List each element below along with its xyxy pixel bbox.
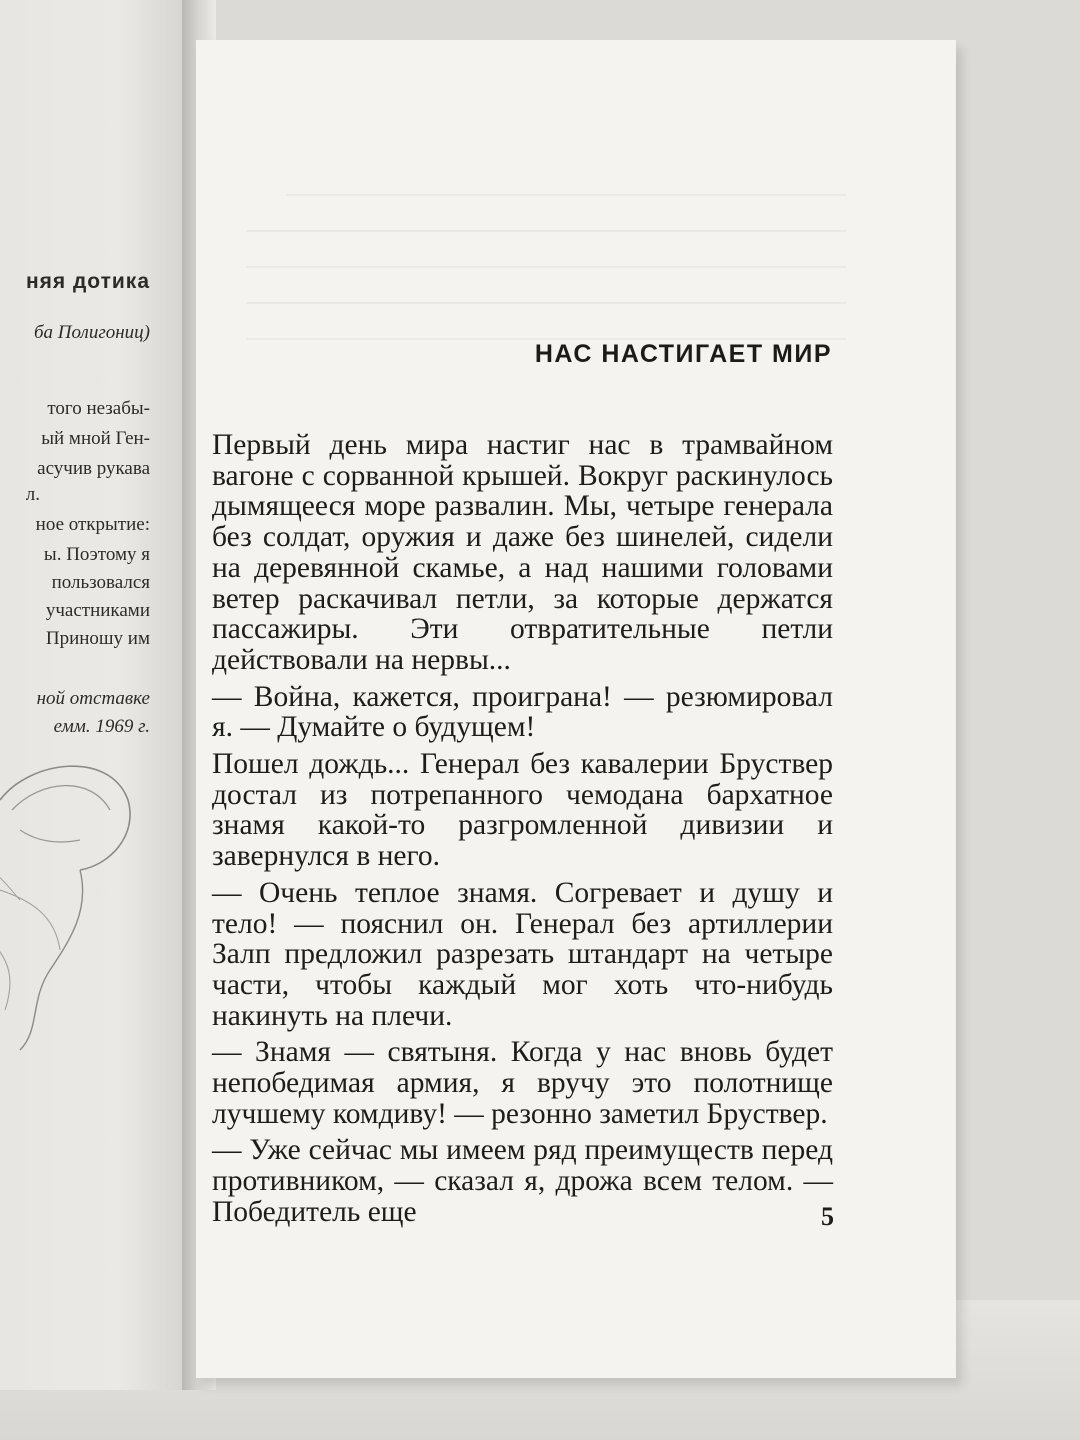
left-page-line: Приношу им: [45, 628, 150, 649]
left-page-line: ый мной Ген-: [41, 428, 150, 449]
left-page-line: ное открытие:: [35, 514, 150, 535]
show-through-text: [216, 160, 836, 340]
chapter-body: [212, 430, 833, 1228]
pencil-sketch-illustration: [0, 740, 140, 1060]
chapter-title: НАС НАСТИГАЕТ МИР: [534, 340, 832, 368]
left-page-subtitle: ба Полигониц): [33, 322, 150, 343]
paragraph: — Война, кажется, проиграна! — резюмировал я. — Думайте о будущем!: [212, 680, 833, 744]
left-page-signature: емм. 1969 г.: [53, 716, 150, 737]
left-page-line: того незабы-: [47, 398, 150, 419]
left-page-signature: ной отставке: [36, 688, 150, 709]
left-page-line: пользовался: [51, 572, 150, 593]
paragraph: Первый день мира настиг нас в трамвайном вагоне с сорванной крышей. Вокруг раскинулось дымящееся море развалин. Мы, четыре генерала без солдат, оружия и даже без шинелей, сидели на деревянной скамье, а над нашими головами ветер раскачивал петли, за которые держатся пассажиры. Эти отвратительные петли действовали на нервы...: [212, 429, 833, 676]
left-page-line: асучив рукава: [37, 458, 150, 479]
left-page-heading: няя дотика: [25, 270, 150, 293]
paragraph: Пошел дождь... Генерал без кавалерии Бруствер достал из потрепанного чемодана бархатное знамя какой-то разгромленной дивизии и завернулся в него.: [212, 748, 833, 873]
right-page: [196, 40, 956, 1378]
paragraph: — Знамя — святыня. Когда у нас вновь будет непобедимая армия, я вручу это полотнище лучшему комдиву! — резонно заметил Бруствер.: [212, 1036, 833, 1130]
left-page: [0, 0, 188, 1390]
paragraph: — Уже сейчас мы имеем ряд преимуществ перед противником, — сказал я, дрожа всем телом. — Победитель еще: [212, 1134, 833, 1228]
left-page-line: л.: [25, 484, 40, 505]
left-page-line: ы. Поэтому я: [43, 544, 150, 565]
page-number: 5: [821, 1202, 834, 1231]
paragraph: — Очень теплое знамя. Согревает и душу и тело! — пояснил он. Генерал без артиллерии Залп предложил разрезать штандарт на четыре части, чтобы каждый мог хоть что-нибудь накинуть на плечи.: [212, 876, 833, 1032]
left-page-line: участниками: [45, 600, 150, 621]
